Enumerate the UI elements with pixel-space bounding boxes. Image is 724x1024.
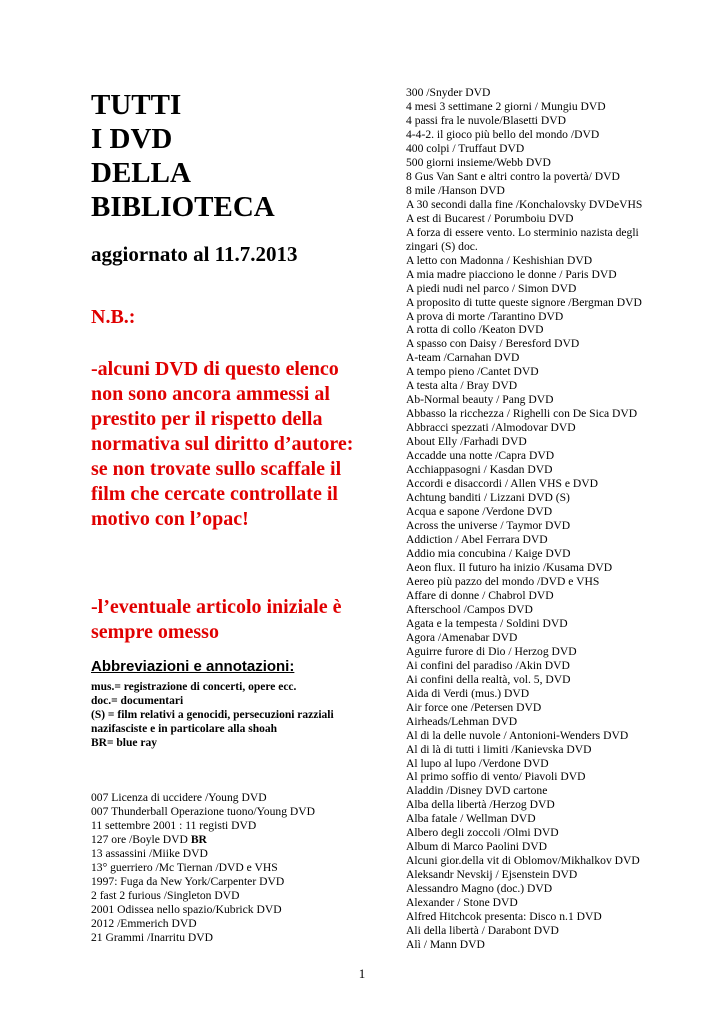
dvd-entry-text: 21 Grammi /Inarritu DVD bbox=[91, 930, 214, 944]
dvd-entry-text: Aladdin /Disney DVD cartone bbox=[406, 784, 548, 798]
dvd-entry bbox=[406, 226, 664, 254]
dvd-entry bbox=[406, 854, 664, 868]
dvd-entry-text: Alfred Hitchcok presenta: Disco n.1 DVD bbox=[406, 910, 602, 924]
dvd-entry-text: Al primo soffio di vento/ Piavoli DVD bbox=[406, 770, 586, 784]
dvd-list-right-column bbox=[406, 86, 664, 952]
dvd-entry-text: A-team /Carnahan DVD bbox=[406, 351, 520, 365]
dvd-entry-text: 127 ore /Boyle DVD bbox=[91, 832, 191, 846]
dvd-entry bbox=[406, 743, 664, 757]
dvd-entry bbox=[406, 407, 664, 421]
dvd-entry-text: Al di là di tutti i limiti /Kanievska DVD bbox=[406, 742, 592, 756]
dvd-entry-text: Air force one /Petersen DVD bbox=[406, 700, 542, 714]
dvd-entry-text: A tempo pieno /Cantet DVD bbox=[406, 365, 539, 379]
dvd-entry bbox=[406, 589, 664, 603]
dvd-entry-text: Abbracci spezzati /Almodovar DVD bbox=[406, 421, 576, 435]
dvd-entry bbox=[91, 875, 351, 889]
dvd-entry bbox=[406, 659, 664, 673]
dvd-entry bbox=[406, 323, 664, 337]
dvd-entry bbox=[91, 847, 351, 861]
dvd-entry bbox=[406, 282, 664, 296]
dvd-entry-text: A letto con Madonna / Keshishian DVD bbox=[406, 253, 593, 267]
dvd-entry-text: A rotta di collo /Keaton DVD bbox=[406, 323, 544, 337]
dvd-entry-text: Ai confini del paradiso /Akin DVD bbox=[406, 658, 570, 672]
dvd-entry bbox=[406, 603, 664, 617]
dvd-entry-text: Acqua e sapone /Verdone DVD bbox=[406, 505, 553, 519]
dvd-entry-text: Ali della libertà / Darabont DVD bbox=[406, 924, 559, 938]
dvd-entry bbox=[406, 463, 664, 477]
dvd-entry-text: Aereo più pazzo del mondo /DVD e VHS bbox=[406, 574, 600, 588]
dvd-entry-text: Accordi e disaccordi / Allen VHS e DVD bbox=[406, 477, 599, 491]
dvd-entry-text: Agata e la tempesta / Soldini DVD bbox=[406, 616, 568, 630]
dvd-entry bbox=[406, 212, 664, 226]
dvd-entry bbox=[406, 491, 664, 505]
abbreviation-item: mus.= registrazione di concerti, opere ecc. bbox=[91, 681, 297, 693]
dvd-entry bbox=[406, 924, 664, 938]
dvd-entry-text: Addiction / Abel Ferrara DVD bbox=[406, 533, 548, 546]
dvd-entry bbox=[406, 617, 664, 631]
dvd-entry bbox=[406, 757, 664, 771]
dvd-entry bbox=[406, 170, 664, 184]
abbreviation-item: (S) = film relativi a genocidi, persecuzioni razziali nazifasciste e in particolare alla shoah bbox=[91, 709, 334, 735]
dvd-entry-text: 400 colpi / Truffaut DVD bbox=[406, 141, 525, 155]
dvd-entry-text: Ai confini della realtà, vol. 5, DVD bbox=[406, 672, 571, 686]
abbreviation-item: BR= blue ray bbox=[91, 737, 157, 749]
dvd-entry bbox=[406, 449, 664, 463]
dvd-entry-text: Abbasso la ricchezza / Righelli con De Sica DVD bbox=[406, 407, 638, 421]
dvd-entry bbox=[406, 421, 664, 435]
dvd-entry-text: Album di Marco Paolini DVD bbox=[406, 840, 548, 854]
dvd-list-left-column bbox=[91, 791, 351, 945]
dvd-entry bbox=[406, 784, 664, 798]
dvd-entry bbox=[406, 882, 664, 896]
dvd-entry bbox=[406, 687, 664, 701]
dvd-entry-text: 500 giorni insieme/Webb DVD bbox=[406, 155, 551, 169]
dvd-entry bbox=[406, 142, 664, 156]
dvd-entry-text: Aleksandr Nevskij / Ejsenstein DVD bbox=[406, 868, 578, 882]
dvd-entry-text: Al di la delle nuvole / Antonioni-Wenders DVD bbox=[406, 728, 629, 742]
dvd-entry bbox=[406, 812, 664, 826]
dvd-entry-text: Addio mia concubina / Kaige DVD bbox=[406, 546, 571, 560]
dvd-entry bbox=[406, 505, 664, 519]
dvd-entry bbox=[406, 86, 664, 100]
dvd-entry-text: Across the universe / Taymor DVD bbox=[406, 519, 571, 533]
article-note: -l’eventuale articolo iniziale è sempre omesso bbox=[91, 596, 342, 643]
dvd-entry-text: About Elly /Farhadi DVD bbox=[406, 435, 527, 449]
dvd-entry-text: Accadde una notte /Capra DVD bbox=[406, 449, 555, 463]
dvd-entry bbox=[406, 156, 664, 170]
dvd-entry bbox=[406, 910, 664, 924]
dvd-entry bbox=[406, 533, 664, 547]
dvd-entry-text: Acchiappasogni / Kasdan DVD bbox=[406, 463, 553, 477]
dvd-entry bbox=[91, 917, 351, 931]
dvd-entry-text: Alessandro Magno (doc.) DVD bbox=[406, 882, 553, 896]
dvd-entry bbox=[406, 296, 664, 310]
dvd-entry-text: 4 mesi 3 settimane 2 giorni / Mungiu DVD bbox=[406, 99, 606, 113]
dvd-entry bbox=[406, 100, 664, 114]
dvd-entry-text: 13° guerriero /Mc Tiernan /DVD e VHS bbox=[91, 860, 278, 874]
dvd-entry-text: Ab-Normal beauty / Pang DVD bbox=[406, 393, 554, 407]
dvd-entry-text: Aida di Verdi (mus.) DVD bbox=[406, 686, 530, 700]
dvd-entry-text: Aeon flux. Il futuro ha inizio /Kusama DVD bbox=[406, 560, 613, 574]
abbreviations-heading: Abbreviazioni e annotazioni: bbox=[91, 658, 295, 675]
dvd-entry-text: 2001 Odissea nello spazio/Kubrick DVD bbox=[91, 902, 282, 916]
dvd-entry-text: Alba fatale / Wellman DVD bbox=[406, 812, 536, 826]
dvd-entry-text: 007 Thunderball Operazione tuono/Young DVD bbox=[91, 804, 316, 818]
dvd-entry-text: 2 fast 2 furious /Singleton DVD bbox=[91, 888, 240, 902]
dvd-entry bbox=[406, 128, 664, 142]
page-title bbox=[91, 88, 391, 224]
dvd-entry bbox=[406, 715, 664, 729]
dvd-entry bbox=[406, 477, 664, 491]
dvd-entry bbox=[406, 379, 664, 393]
dvd-entry-text: A 30 secondi dalla fine /Konchalovsky DVDeVHS bbox=[406, 197, 643, 211]
dvd-entry-text: A est di Bucarest / Porumboiu DVD bbox=[406, 211, 574, 225]
title-line: BIBLIOTECA bbox=[91, 191, 275, 223]
dvd-entry bbox=[406, 896, 664, 910]
dvd-entry-text: Alba della libertà /Herzog DVD bbox=[406, 798, 555, 812]
dvd-entry-text: Afterschool /Campos DVD bbox=[406, 602, 533, 616]
dvd-entry bbox=[406, 435, 664, 449]
dvd-entry bbox=[406, 840, 664, 854]
dvd-entry bbox=[406, 561, 664, 575]
dvd-entry bbox=[406, 393, 664, 407]
dvd-entry-text: 2012 /Emmerich DVD bbox=[91, 916, 197, 930]
abbreviations-list bbox=[91, 680, 351, 750]
dvd-entry-text: Alexander / Stone DVD bbox=[406, 896, 518, 910]
dvd-entry bbox=[406, 114, 664, 128]
dvd-entry-text: A mia madre piacciono le donne / Paris DVD bbox=[406, 267, 617, 281]
dvd-entry-text: 4 passi fra le nuvole/Blasetti DVD bbox=[406, 113, 567, 127]
dvd-entry-text: Affare di donne / Chabrol DVD bbox=[406, 588, 554, 602]
abbreviation-item: doc.= documentari bbox=[91, 695, 184, 707]
dvd-entry-text: 007 Licenza di uccidere /Young DVD bbox=[91, 791, 267, 804]
dvd-entry bbox=[406, 826, 664, 840]
dvd-entry bbox=[406, 575, 664, 589]
dvd-entry bbox=[91, 931, 351, 945]
dvd-entry bbox=[406, 198, 664, 212]
page-number: 1 bbox=[358, 966, 366, 981]
dvd-entry bbox=[91, 889, 351, 903]
dvd-entry bbox=[91, 903, 351, 917]
dvd-entry bbox=[406, 337, 664, 351]
dvd-entry-text: 11 settembre 2001 : 11 registi DVD bbox=[91, 818, 257, 832]
dvd-entry bbox=[91, 791, 351, 805]
dvd-entry bbox=[406, 868, 664, 882]
dvd-entry bbox=[91, 833, 351, 847]
dvd-entry bbox=[406, 365, 664, 379]
dvd-entry bbox=[91, 819, 351, 833]
dvd-entry bbox=[406, 798, 664, 812]
dvd-entry bbox=[91, 805, 351, 819]
dvd-entry bbox=[406, 701, 664, 715]
dvd-entry bbox=[406, 770, 664, 784]
title-line: I DVD bbox=[91, 123, 173, 155]
dvd-entry-text: Aguirre furore di Dio / Herzog DVD bbox=[406, 644, 577, 658]
dvd-entry bbox=[406, 184, 664, 198]
dvd-entry-text: A testa alta / Bray DVD bbox=[406, 379, 518, 393]
dvd-entry bbox=[406, 268, 664, 282]
dvd-entry-text: Airheads/Lehman DVD bbox=[406, 714, 518, 728]
dvd-entry-text: A proposito di tutte queste signore /Bergman DVD bbox=[406, 295, 642, 309]
dvd-entry-text: 8 Gus Van Sant e altri contro la povertà/ DVD bbox=[406, 169, 620, 183]
dvd-entry bbox=[406, 631, 664, 645]
dvd-entry-text: 8 mile /Hanson DVD bbox=[406, 183, 505, 197]
dvd-entry-text: Alì / Mann DVD bbox=[406, 938, 485, 952]
dvd-entry bbox=[91, 861, 351, 875]
title-line: TUTTI bbox=[91, 89, 182, 121]
dvd-entry-text: Alcuni gior.della vit di Oblomov/Mikhalkov DVD bbox=[406, 854, 640, 868]
dvd-entry bbox=[406, 729, 664, 743]
dvd-entry bbox=[406, 938, 664, 952]
title-line: DELLA bbox=[91, 157, 191, 189]
dvd-entry-text: 4-4-2. il gioco più bello del mondo /DVD bbox=[406, 127, 600, 141]
dvd-entry-text: A spasso con Daisy / Beresford DVD bbox=[406, 337, 580, 351]
dvd-entry bbox=[406, 254, 664, 268]
dvd-entry-text: A forza di essere vento. Lo sterminio nazista degli zingari (S) doc. bbox=[406, 225, 639, 253]
dvd-entry bbox=[406, 547, 664, 561]
dvd-entry-text: A prova di morte /Tarantino DVD bbox=[406, 309, 564, 323]
dvd-entry-text: Agora /Amenabar DVD bbox=[406, 630, 518, 644]
dvd-entry bbox=[406, 351, 664, 365]
dvd-entry-text: Albero degli zoccoli /Olmi DVD bbox=[406, 826, 559, 840]
dvd-entry-text: Al lupo al lupo /Verdone DVD bbox=[406, 756, 549, 770]
dvd-entry bbox=[406, 310, 664, 324]
dvd-entry bbox=[406, 519, 664, 533]
dvd-entry-text: 300 /Snyder DVD bbox=[406, 86, 491, 99]
dvd-entry-text: A piedi nudi nel parco / Simon DVD bbox=[406, 281, 577, 295]
dvd-entry bbox=[406, 673, 664, 687]
loan-notice: -alcuni DVD di questo elenco non sono ancora ammessi al prestito per il rispetto della normativa sul diritto d’autore: se non trovate sullo scaffale il film che cercate controllate il motivo con l’opac! bbox=[91, 358, 354, 530]
dvd-entry-text: 13 assassini /Miike DVD bbox=[91, 846, 208, 860]
update-date: aggiornato al 11.7.2013 bbox=[91, 242, 298, 266]
dvd-entry bbox=[406, 645, 664, 659]
nb-label: N.B.: bbox=[91, 306, 136, 328]
dvd-entry-text: 1997: Fuga da New York/Carpenter DVD bbox=[91, 874, 285, 888]
dvd-entry-text: Achtung banditi / Lizzani DVD (S) bbox=[406, 491, 570, 505]
format-badge: BR bbox=[190, 832, 207, 846]
